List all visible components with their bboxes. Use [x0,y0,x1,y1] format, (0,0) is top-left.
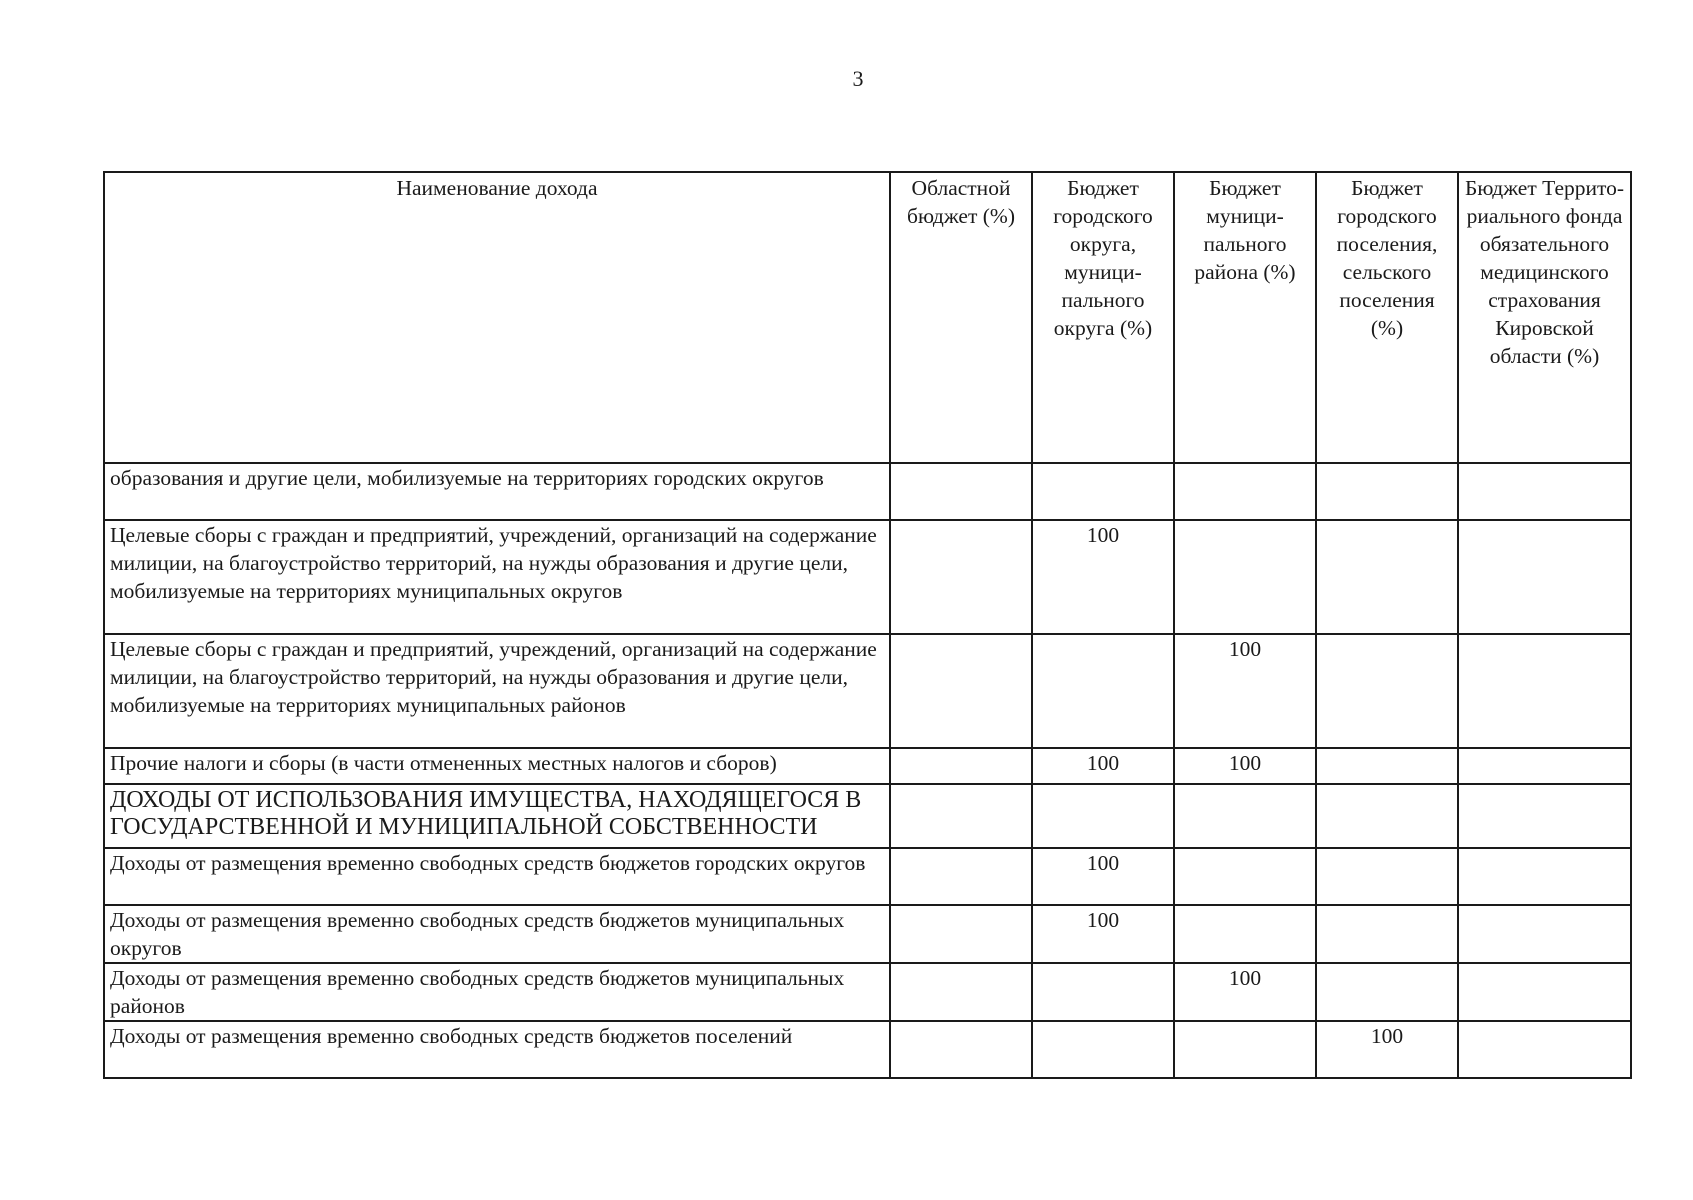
section-heading-cell: ДОХОДЫ ОТ ИСПОЛЬЗОВАНИЯ ИМУЩЕСТВА, НАХОДЯЩЕГОСЯ В ГОСУДАРСТВЕННОЙ И МУНИЦИПАЛЬНОЙ СОБСТВЕННОСТИ [104,784,890,848]
medical-fund-budget-cell [1458,848,1631,905]
municipal-district-budget-cell: 100 [1174,634,1316,748]
municipal-district-budget-cell [1174,1021,1316,1078]
medical-fund-budget-cell [1458,748,1631,784]
table-row [104,1021,1631,1078]
table-row [104,905,1631,963]
income-name-cell: Целевые сборы с граждан и предприятий, учреждений, организаций на содержание милиции, на благоустройство территорий, на нужды образования и другие цели, мобилизуемые на территориях муниципальных районов [104,634,890,748]
table-row [104,848,1631,905]
municipal-district-budget-cell: 100 [1174,748,1316,784]
income-name-cell: Доходы от размещения временно свободных средств бюджетов городских округов [104,848,890,905]
income-name-cell: Доходы от размещения временно свободных средств бюджетов муниципальных районов [104,963,890,1021]
regional-budget-cell [890,905,1032,963]
medical-fund-budget-cell [1458,784,1631,848]
header-municipal-district-budget: Бюджет муници-пального района (%) [1174,172,1316,463]
settlement-budget-cell [1316,634,1458,748]
settlement-budget-cell [1316,848,1458,905]
regional-budget-cell [890,963,1032,1021]
income-distribution-table [103,171,1632,1079]
city-district-budget-cell: 100 [1032,848,1174,905]
medical-fund-budget-cell [1458,463,1631,520]
settlement-budget-cell: 100 [1316,1021,1458,1078]
header-regional-budget: Областной бюджет (%) [890,172,1032,463]
header-city-district-budget: Бюджет городского округа, муници-пального округа (%) [1032,172,1174,463]
table-row [104,634,1631,748]
medical-fund-budget-cell [1458,520,1631,634]
municipal-district-budget-cell [1174,520,1316,634]
settlement-budget-cell [1316,784,1458,848]
regional-budget-cell [890,748,1032,784]
city-district-budget-cell [1032,1021,1174,1078]
municipal-district-budget-cell [1174,848,1316,905]
medical-fund-budget-cell [1458,905,1631,963]
income-name-cell: Доходы от размещения временно свободных средств бюджетов поселений [104,1021,890,1078]
city-district-budget-cell [1032,634,1174,748]
settlement-budget-cell [1316,905,1458,963]
header-income-name: Наименование дохода [104,172,890,463]
regional-budget-cell [890,634,1032,748]
city-district-budget-cell [1032,463,1174,520]
settlement-budget-cell [1316,520,1458,634]
table-header-row [104,172,1631,463]
header-medical-insurance-fund-budget: Бюджет Террито-риального фонда обязательного медицинского страхования Кировской области (%) [1458,172,1631,463]
page-number: 3 [852,66,864,91]
municipal-district-budget-cell [1174,463,1316,520]
table-row [104,520,1631,634]
table-row [104,963,1631,1021]
medical-fund-budget-cell [1458,963,1631,1021]
income-name-cell: образования и другие цели, мобилизуемые на территориях городских округов [104,463,890,520]
regional-budget-cell [890,520,1032,634]
table-row [104,463,1631,520]
medical-fund-budget-cell [1458,1021,1631,1078]
city-district-budget-cell [1032,784,1174,848]
income-name-cell: Доходы от размещения временно свободных средств бюджетов муниципальных округов [104,905,890,963]
municipal-district-budget-cell: 100 [1174,963,1316,1021]
municipal-district-budget-cell [1174,784,1316,848]
medical-fund-budget-cell [1458,634,1631,748]
city-district-budget-cell: 100 [1032,748,1174,784]
city-district-budget-cell [1032,963,1174,1021]
regional-budget-cell [890,784,1032,848]
income-name-cell: Прочие налоги и сборы (в части отмененных местных налогов и сборов) [104,748,890,784]
municipal-district-budget-cell [1174,905,1316,963]
settlement-budget-cell [1316,963,1458,1021]
city-district-budget-cell: 100 [1032,905,1174,963]
income-name-cell: Целевые сборы с граждан и предприятий, учреждений, организаций на содержание милиции, на благоустройство территорий, на нужды образования и другие цели, мобилизуемые на территориях муниципальных округов [104,520,890,634]
header-settlement-budget: Бюджет городского поселения, сельского поселения (%) [1316,172,1458,463]
regional-budget-cell [890,848,1032,905]
city-district-budget-cell: 100 [1032,520,1174,634]
regional-budget-cell [890,463,1032,520]
settlement-budget-cell [1316,463,1458,520]
table-section-row [104,784,1631,848]
table-row [104,748,1631,784]
settlement-budget-cell [1316,748,1458,784]
regional-budget-cell [890,1021,1032,1078]
